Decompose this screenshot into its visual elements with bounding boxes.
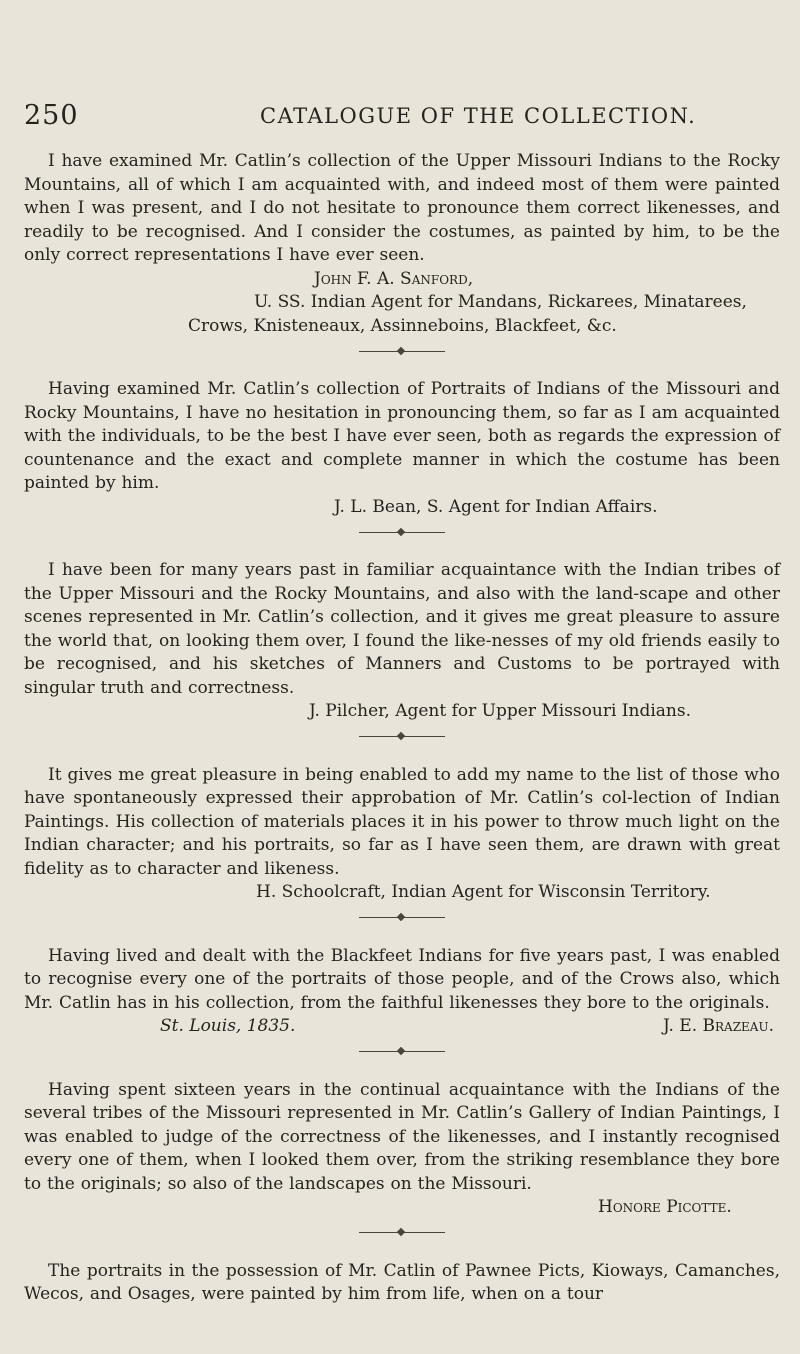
testimonial-pawnee [24, 1260, 780, 1307]
testimonial-text: It gives me great pleasure in being enabled to add my name to the list of those who have spontaneously expressed their approbation of Mr. Catlin’s col-lection of Indian Paintings. His collection of materials places it in his power to throw much light on the Indian character; and his portraits, so far as I have seen them, are drawn with great fidelity as to character and likeness. [24, 764, 780, 879]
section-divider [24, 1041, 780, 1063]
testimonial-text: Having lived and dealt with the Blackfeet Indians for five years past, I was enabled to recognise every one of the portraits of those people, and of the Crows also, which Mr. Catlin has in his collection, from the faithful likenesses they bore to the originals. [24, 945, 780, 1013]
running-title: CATALOGUE OF THE COLLECTION. [260, 104, 697, 128]
section-divider [24, 340, 780, 362]
testimonial-pilcher [24, 559, 780, 724]
place-date: St. Louis, 1835. [160, 1016, 296, 1036]
testimonial-text: Having examined Mr. Catlin’s collection of Portraits of Indians of the Missouri and Rocky Mountains, I have no hesitation in pronouncing them, so far as I am acquainted with the individuals, to be the best I have ever seen, both as regards the expression of countenance and the exact and complete manner in which the costume has been painted by him. [24, 379, 780, 493]
signature-title: Crows, Knisteneaux, Assinneboins, Blackfeet, &c. [188, 315, 617, 336]
page-header [24, 100, 780, 134]
testimonial-text: I have been for many years past in familiar acquaintance with the Indian tribes of the Upper Missouri and the Rocky Mountains, and also with the land-scape and other scenes represented in Mr. Catlin’s collection, and it gives me great pleasure to assure the world that, on looking them over, I found the like-nesses of my old friends easily to be recognised, and his sketches of Manners and Customs to be portrayed with singular truth and correctness. [24, 560, 780, 698]
section-divider [24, 521, 780, 543]
signature: J. Pilcher, Agent for Upper Missouri Indians. [309, 701, 691, 721]
signature: H. Schoolcraft, Indian Agent for Wisconsin Territory. [256, 882, 711, 902]
testimonial-brazeau [24, 945, 780, 1039]
signature: J. L. Bean, S. Agent for Indian Affairs. [334, 496, 658, 517]
signature-line [24, 1015, 780, 1039]
section-divider [24, 726, 780, 748]
page-body [24, 150, 780, 1307]
section-divider [24, 1222, 780, 1244]
testimonial-text: Having spent sixteen years in the continual acquaintance with the Indians of the several tribes of the Missouri represented in Mr. Catlin’s Gallery of Indian Paintings, I was enabled to judge of the correctness of the likenesses, and I instantly recognised every one of them, when I looked them over, from the striking resemblance they bore to the originals; so also of the landscapes on the Missouri. [24, 1079, 780, 1194]
signature: J. E. Brazeau. [663, 1016, 774, 1036]
section-divider [24, 907, 780, 929]
signature-title: U. SS. Indian Agent for Mandans, Rickarees, Minatarees, [254, 292, 747, 312]
signature: Honore Picotte. [598, 1197, 732, 1217]
signature-name: John F. A. Sanford, [314, 268, 474, 289]
testimonial-bean [24, 378, 780, 519]
testimonial-picotte [24, 1079, 780, 1220]
page-number: 250 [24, 100, 79, 131]
testimonial-text: I have examined Mr. Catlin’s collection of the Upper Missouri Indians to the Rocky Mountains, all of which I am acquainted with, and indeed most of them were painted when I was present, and I do not hesitate to pronounce them correct likenesses, and readily to be recognised. And I consider the costumes, as painted by him, to be the only correct representations I have ever seen. [24, 151, 780, 265]
testimonial-text: The portraits in the possession of Mr. Catlin of Pawnee Picts, Kioways, Camanches, Wecos, and Osages, were painted by him from life, when on a tour [24, 1260, 780, 1304]
testimonial-schoolcraft [24, 764, 780, 905]
testimonial-sanford [24, 150, 780, 338]
